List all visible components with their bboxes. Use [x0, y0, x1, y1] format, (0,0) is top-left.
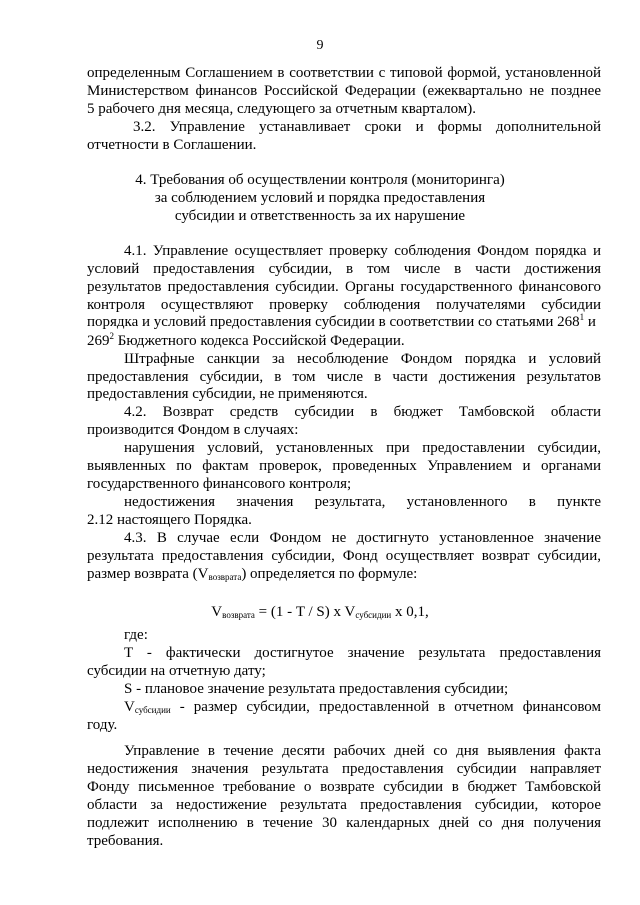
text-line: результата предоставления субсидии, Фонд осуществляет возврат субсидии, — [87, 548, 601, 564]
text-line: порядка и условий предоставления субсидии в соответствии со статьями $268^1$ и — [87, 312, 596, 330]
text-line: размер возврата $(V_{возврата})$ определяется по формуле: — [87, 566, 418, 582]
text-line: выявленных по фактам проверок, проведенных Управлением и органами — [87, 458, 601, 474]
text-line: недостижения значения результата предоставления субсидии направляет — [87, 761, 601, 777]
text-line: государственного финансового контроля; — [87, 476, 352, 492]
text-line: требования. — [87, 833, 164, 849]
section-heading: 4. Требования об осуществлении контроля (мониторинга) — [135, 172, 505, 188]
text-line: производится Фондом в случаях: — [87, 422, 299, 438]
text-line: 2.12 настоящего Порядка. — [87, 512, 252, 528]
text-line: предоставления субсидии, в том числе в части достижения результатов — [87, 369, 601, 385]
text-line: предоставления субсидии, не применяются. — [87, 386, 368, 402]
text-line: $269^2$ Бюджетного кодекса Российской Федерации. — [87, 331, 405, 349]
formula: $V_{возврата} = (1 - T / S)$ x $V_{субсидии}$ x 0,1, — [211, 604, 429, 620]
text-line: году. — [87, 717, 118, 733]
text-line: нарушения условий, установленных при предоставлении субсидии, — [124, 440, 601, 456]
text-line: 4.3. В случае если Фондом не достигнуто установленное значение — [124, 530, 601, 546]
text-line: результатов предоставления субсидии. Органы государственного финансового — [87, 279, 601, 295]
text-line: Фонду письменное требование о возврате субсидии в бюджет Тамбовской — [87, 779, 601, 795]
text-line: 4.1. Управление осуществляет проверку соблюдения Фондом порядка и — [124, 243, 601, 259]
page-number: 9 — [316, 38, 324, 53]
text-line: недостижения значения результата, установленного в пункте — [124, 494, 601, 510]
text-line: T - фактически достигнутое значение результата предоставления — [124, 645, 601, 661]
text-line: субсидии на отчетную дату; — [87, 663, 266, 679]
text-line: области за недостижение результата предоставления субсидии, которое — [87, 797, 601, 813]
text-line: Штрафные санкции за несоблюдение Фондом порядка и условий — [124, 351, 601, 367]
text-line: подлежит исполнению в течение 30 календарных дней со дня получения — [87, 815, 601, 831]
text-line: 3.2. Управление устанавливает сроки и формы дополнительной — [133, 119, 601, 135]
section-heading: субсидии и ответственность за их нарушение — [174, 208, 466, 224]
section-heading: за соблюдением условий и порядка предоставления — [154, 190, 486, 206]
text-line: Министерством финансов Российской Федерации (ежеквартально не позднее — [87, 83, 601, 99]
text-line: контроля осуществляют проверку соблюдения получателями субсидии — [87, 297, 601, 313]
text-line: где: — [124, 627, 148, 643]
text-line: отчетности в Соглашении. — [87, 137, 257, 153]
text-line: определенным Соглашением в соответствии с типовой формой, установленной — [87, 65, 601, 81]
text-line: S - плановое значение результата предоставления субсидии; — [124, 681, 509, 697]
text-line: условий предоставления субсидии, в том числе в части достижения — [87, 261, 601, 277]
text-line: 5 рабочего дня месяца, следующего за отчетным кварталом). — [87, 101, 477, 117]
text-line: Управление в течение десяти рабочих дней со дня выявления факта — [124, 743, 601, 759]
text-line: 4.2. Возврат средств субсидии в бюджет Тамбовской области — [124, 404, 601, 420]
text-line: $V_{субсидии}$ - размер субсидии, предоставленной в отчетном финансовом — [124, 699, 601, 715]
